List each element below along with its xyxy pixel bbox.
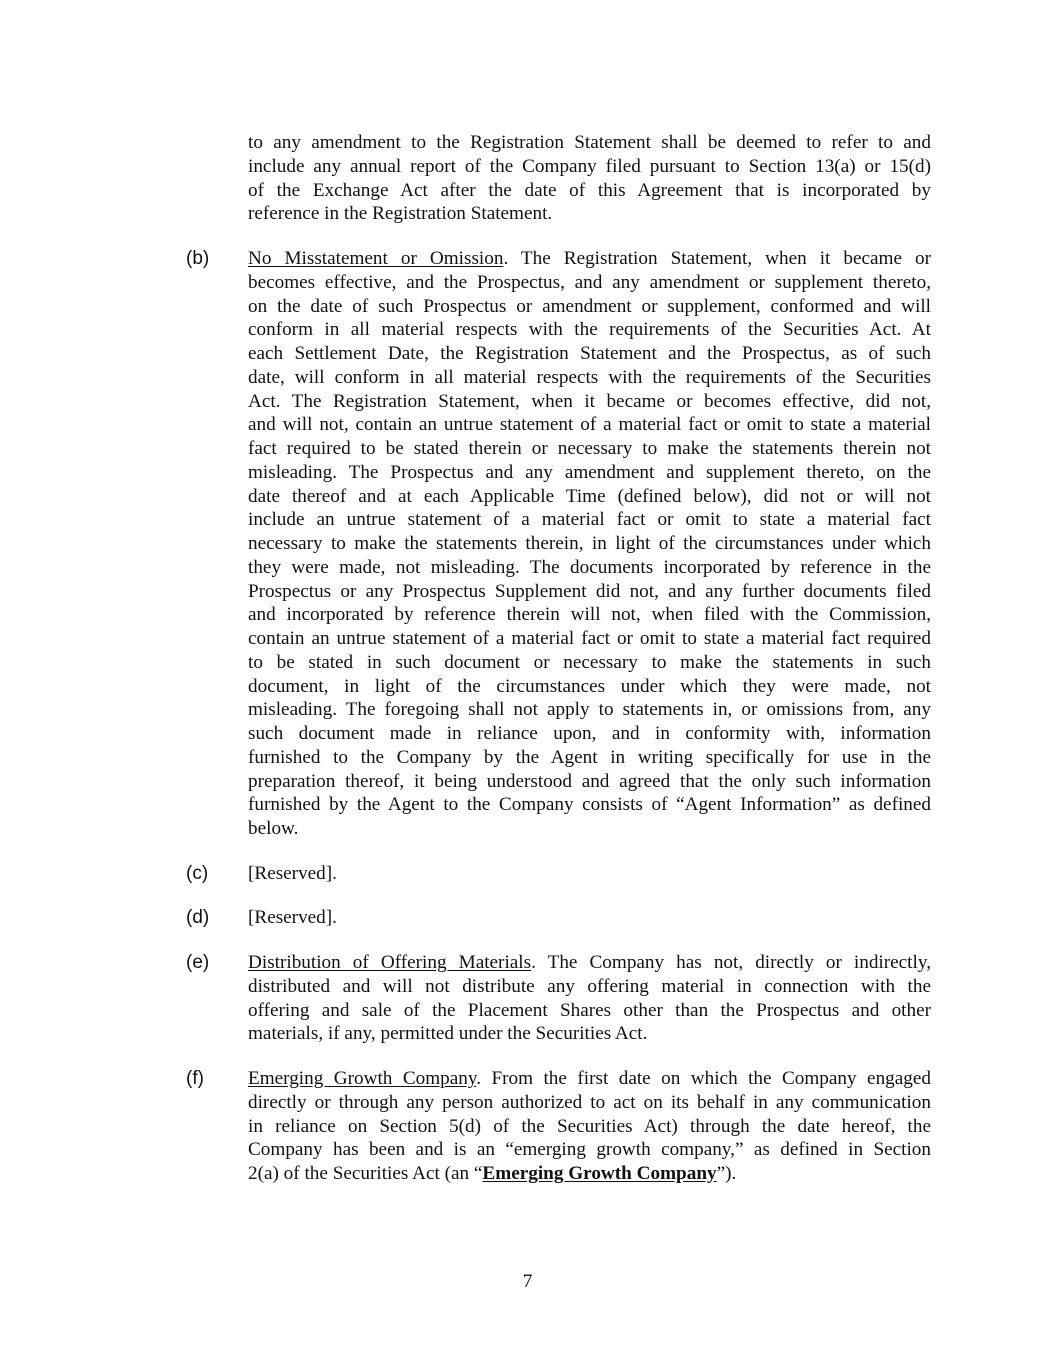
text-line: each Settlement Date, the Registration Statement and the Prospectus, as of such (248, 343, 931, 364)
section-marker-f: (f) (186, 1068, 204, 1089)
section-c-reserved (248, 862, 931, 886)
text-line: distributed and will not distribute any offering material in connection with the (248, 975, 931, 997)
text-line: Act. The Registration Statement, when it became or becomes effective, did not, (248, 390, 931, 412)
text-line: necessary to make the statements therein, in light of the circumstances under which (248, 533, 931, 554)
text-line: to any amendment to the Registration Statement shall be deemed to refer to and (248, 132, 931, 153)
section-f-emerging-growth (248, 1067, 931, 1186)
text-line: misleading. The Prospectus and any amendment and supplement thereto, on the (248, 461, 931, 483)
text-line: preparation thereof, it being understood and agreed that the only such information (248, 770, 931, 792)
text-line: date thereof and at each Applicable Time (defined below), did not or will not (248, 485, 931, 507)
text-line: of the Exchange Act after the date of this Agreement that is incorporated by (248, 179, 931, 201)
text-line: directly or through any person authorized to act on its behalf in any communication (248, 1091, 931, 1113)
text-line: include any annual report of the Company filed pursuant to Section 13(a) or 15(d) (248, 155, 931, 177)
text-line: Company has been and is an “emerging growth company,” as defined in Section (248, 1139, 931, 1161)
text-line: becomes effective, and the Prospectus, and any amendment or supplement thereto, (248, 271, 931, 293)
text-line: contain an untrue statement of a material fact or omit to state a material fact required (248, 628, 931, 649)
text-line: in reliance on Section 5(d) of the Securities Act) through the date hereof, the (248, 1115, 931, 1137)
continuation-paragraph (248, 131, 931, 226)
section-marker-c: (c) (186, 863, 209, 884)
text-line: and will not, contain an untrue statement of a material fact or omit to state a material (248, 414, 931, 436)
text-line: they were made, not misleading. The documents incorporated by reference in the (248, 556, 931, 578)
section-e-distribution (248, 951, 931, 1046)
section-b-no-misstatement (248, 247, 931, 841)
text-line: 2(a) of the Securities Act (an “Emerging Growth Company”). (248, 1163, 737, 1184)
section-marker-e: (e) (186, 952, 210, 973)
text-line: materials, if any, permitted under the Securities Act. (248, 1023, 648, 1045)
text-line: conform in all material respects with the requirements of the Securities Act. At (248, 319, 931, 341)
text-line: fact required to be stated therein or necessary to make the statements therein not (248, 438, 931, 459)
text-line: furnished by the Agent to the Company consists of “Agent Information” as defined (248, 794, 931, 816)
text-line: to be stated in such document or necessary to make the statements in such (248, 651, 931, 673)
section-heading: Distribution of Offering Materials (248, 952, 532, 973)
text-line: and incorporated by reference therein will not, when filed with the Commission, (248, 604, 931, 626)
text-line: Emerging Growth Company. From the first date on which the Company engaged (248, 1068, 931, 1089)
section-heading: Emerging Growth Company (248, 1068, 477, 1089)
text-line: [Reserved]. (248, 863, 337, 884)
text-line: include an untrue statement of a material fact or omit to state a material fact (248, 509, 931, 531)
text-line: furnished to the Company by the Agent in writing specifically for use in the (248, 746, 931, 768)
text-line: reference in the Registration Statement. (248, 203, 553, 225)
defined-term: Emerging Growth Company (482, 1163, 717, 1184)
text-line: misleading. The foregoing shall not apply to statements in, or omissions from, any (248, 699, 931, 721)
section-marker-b: (b) (186, 248, 210, 269)
section-d-reserved (248, 906, 931, 930)
text-line: such document made in reliance upon, and in conformity with, information (248, 723, 931, 744)
text-line: Distribution of Offering Materials. The Company has not, directly or indirectly, (248, 952, 931, 973)
page-number: 7 (522, 1271, 533, 1292)
text-line: document, in light of the circumstances under which they were made, not (248, 675, 931, 697)
text-line: below. (248, 818, 299, 839)
text-line: [Reserved]. (248, 907, 337, 928)
section-marker-d: (d) (186, 907, 210, 928)
section-heading: No Misstatement or Omission (248, 248, 504, 269)
text-line: No Misstatement or Omission. The Registration Statement, when it became or (248, 248, 931, 269)
text-line: date, will conform in all material respects with the requirements of the Securities (248, 366, 931, 388)
text-line: on the date of such Prospectus or amendment or supplement, conformed and will (248, 295, 931, 317)
text-line: offering and sale of the Placement Shares other than the Prospectus and other (248, 999, 931, 1021)
text-line: Prospectus or any Prospectus Supplement did not, and any further documents filed (248, 580, 931, 602)
